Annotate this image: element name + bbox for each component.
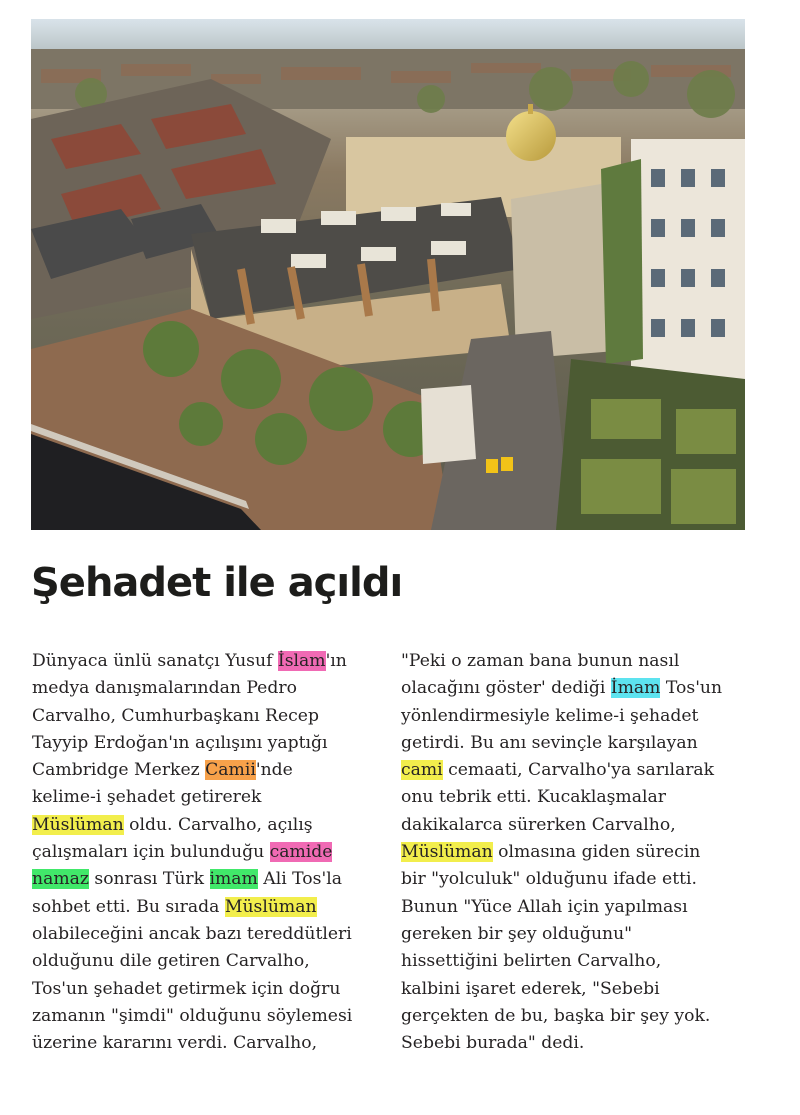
body-text: bir "yolculuk" olduğunu ifade etti.	[401, 869, 697, 890]
body-text-line	[401, 1030, 761, 1057]
body-text-line	[401, 976, 761, 1003]
body-text-line	[401, 921, 761, 948]
body-text: Ali Tos'la	[257, 869, 342, 890]
body-text-line	[32, 1030, 392, 1057]
body-text-line	[401, 730, 761, 757]
highlighted-keyword: İslam	[277, 651, 326, 671]
article-body-left-column	[32, 648, 392, 1057]
body-text-line	[32, 784, 392, 811]
highlighted-keyword: namaz	[32, 869, 89, 890]
body-text: olduğunu dile getiren Carvalho,	[32, 951, 310, 972]
article-body-right-column	[401, 648, 761, 1057]
body-text-line	[32, 812, 392, 839]
body-text-line	[32, 948, 392, 975]
body-text-line	[32, 757, 392, 784]
body-text: olabileceğini ancak bazı tereddütleri	[32, 923, 352, 944]
body-text: zamanın "şimdi" olduğunu söylemesi	[32, 1005, 353, 1026]
highlighted-keyword: imam	[209, 869, 258, 890]
body-text: cemaati, Carvalho'ya sarılarak	[442, 760, 715, 781]
body-text-line	[401, 1003, 761, 1030]
body-text-line	[401, 812, 761, 839]
body-text: kalbini işaret ederek, "Sebebi	[401, 978, 660, 999]
body-text: Dünyaca ünlü sanatçı Yusuf	[32, 651, 278, 671]
body-text: gerçekten de bu, başka bir şey yok.	[401, 1005, 711, 1026]
body-text-line	[32, 894, 392, 921]
body-text-line	[401, 757, 761, 784]
body-text: üzerine kararını verdi. Carvalho,	[32, 1033, 318, 1054]
body-text-line	[401, 703, 761, 730]
highlighted-keyword: Müslüman	[32, 814, 124, 835]
body-text: dakikalarca sürerken Carvalho,	[401, 814, 676, 835]
body-text: 'nde	[255, 760, 293, 781]
body-text-line	[32, 866, 392, 893]
body-text: Sebebi burada" dedi.	[401, 1033, 585, 1054]
highlighted-keyword: Camii	[205, 760, 256, 781]
body-text: "Peki o zaman bana bunun nasıl	[401, 651, 680, 671]
body-text: getirdi. Bu anı sevinçle karşılayan	[401, 732, 698, 753]
article-headline: Şehadet ile açıldı	[31, 560, 403, 606]
body-text: Bunun "Yüce Allah için yapılması	[401, 896, 688, 917]
highlighted-keyword: Müslüman	[224, 896, 317, 917]
body-text-line	[401, 648, 761, 675]
body-text: medya danışmalarından Pedro	[32, 678, 297, 699]
aerial-photo-illustration	[31, 19, 745, 530]
body-text: oldu. Carvalho, açılış	[123, 814, 313, 835]
body-text: gereken bir şey olduğunu"	[401, 923, 633, 944]
body-text-line	[32, 703, 392, 730]
aerial-photo-mosque	[31, 19, 745, 530]
body-text: yönlendirmesiyle kelime-i şehadet	[401, 705, 699, 726]
body-text: 'ın	[325, 651, 347, 671]
highlighted-keyword: Müslüman	[401, 842, 493, 863]
body-text: Tayyip Erdoğan'ın açılışını yaptığı	[32, 732, 328, 753]
body-text-line	[401, 675, 761, 702]
body-text-line	[32, 976, 392, 1003]
body-text: Carvalho, Cumhurbaşkanı Recep	[32, 705, 319, 726]
body-text: Tos'un şehadet getirmek için doğru	[32, 978, 341, 999]
highlighted-keyword: İmam	[610, 678, 661, 699]
body-text: hissettiğini belirten Carvalho,	[401, 951, 662, 972]
highlighted-keyword: cami	[401, 760, 443, 781]
body-text-line	[401, 866, 761, 893]
body-text-line	[32, 648, 392, 675]
highlighted-keyword: camide	[269, 842, 333, 863]
body-text-line	[32, 675, 392, 702]
body-text: sonrası Türk	[88, 869, 210, 890]
body-text-line	[401, 948, 761, 975]
body-text-line	[401, 839, 761, 866]
body-text-line	[32, 921, 392, 948]
body-text: onu tebrik etti. Kucaklaşmalar	[401, 787, 666, 808]
body-text: Tos'un	[660, 678, 723, 699]
body-text-line	[32, 839, 392, 866]
body-text: kelime-i şehadet getirerek	[32, 787, 262, 808]
body-text-line	[401, 894, 761, 921]
body-text: olacağını göster' dediği	[401, 678, 611, 699]
body-text: sohbet etti. Bu sırada	[32, 896, 225, 917]
body-text-line	[401, 784, 761, 811]
body-text: olmasına giden sürecin	[492, 842, 701, 863]
body-text: Cambridge Merkez	[32, 760, 206, 781]
body-text: çalışmaları için bulunduğu	[32, 842, 270, 863]
body-text-line	[32, 1003, 392, 1030]
body-text-line	[32, 730, 392, 757]
